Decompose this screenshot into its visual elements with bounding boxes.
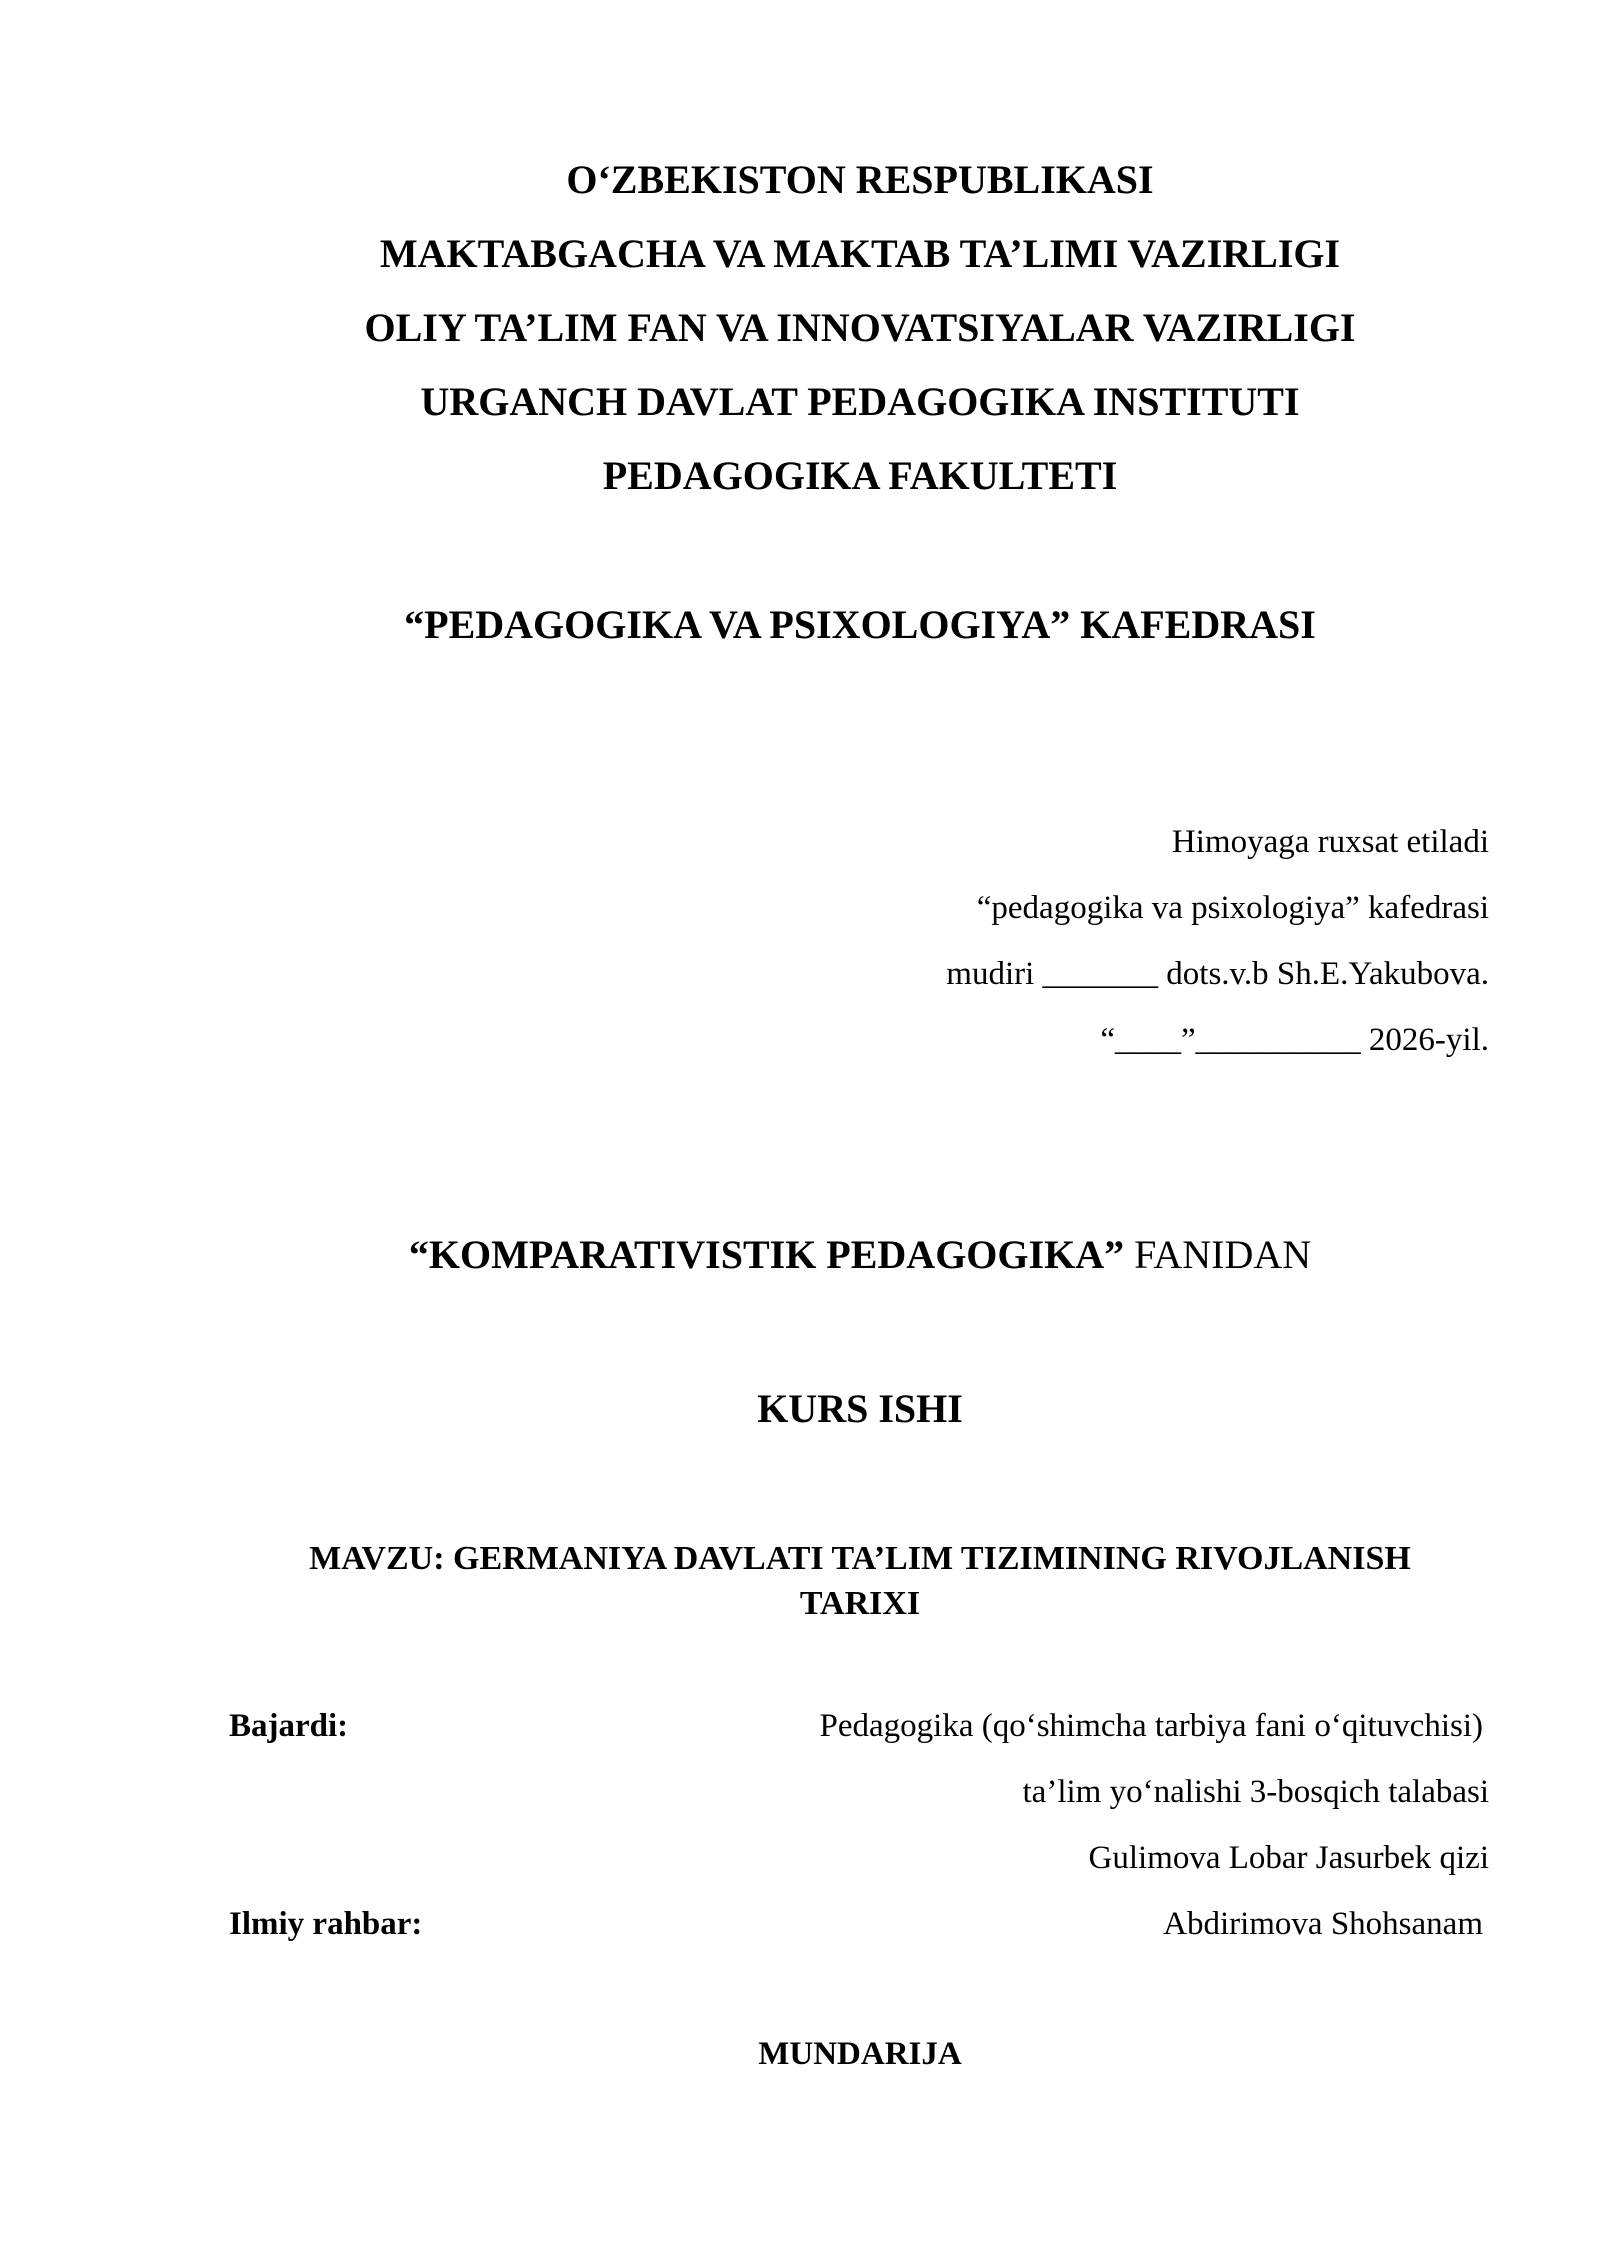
header-line-institute: URGANCH DAVLAT PEDAGOGIKA INSTITUTI <box>420 379 1300 424</box>
approval-line-department: “pedagogika va psixologiya” kafedrasi <box>976 890 1489 926</box>
work-type-title: KURS ISHI <box>757 1386 963 1431</box>
subject-line <box>0 1232 1600 1277</box>
header-line-ministry-higher: OLIY TA’LIM FAN VA INNOVATSIYALAR VAZIRLIGI <box>364 305 1356 350</box>
supervisor-label: Ilmiy rahbar: <box>229 1906 423 1942</box>
subject-name: “KOMPARATIVISTIK PEDAGOGIKA” <box>408 1232 1125 1277</box>
supervisor-name: Abdirimova Shohsanam <box>1163 1906 1483 1942</box>
approval-line-permission: Himoyaga ruxsat etiladi <box>1171 824 1489 860</box>
header-line-faculty: PEDAGOGIKA FAKULTETI <box>602 453 1118 498</box>
topic-line-1: MAVZU: GERMANIYA DAVLATI TA’LIM TIZIMINING RIVOJLANISH <box>309 1540 1411 1577</box>
approval-line-date: “____”__________ 2026-yil. <box>1100 1022 1489 1058</box>
topic-line-2: TARIXI <box>799 1585 921 1622</box>
performer-name: Gulimova Lobar Jasurbek qizi <box>1088 1840 1489 1876</box>
subject-suffix: FANIDAN <box>1124 1232 1312 1277</box>
department-title: “PEDAGOGIKA VA PSIXOLOGIYA” KAFEDRASI <box>404 602 1316 647</box>
approval-line-head: mudiri _______ dots.v.b Sh.E.Yakubova. <box>946 956 1489 992</box>
performer-program: Pedagogika (qo‘shimcha tarbiya fani o‘qituvchisi) <box>819 1708 1483 1744</box>
header-line-republic: O‘ZBEKISTON RESPUBLIKASI <box>566 157 1154 202</box>
performer-course: ta’lim yo‘nalishi 3-bosqich talabasi <box>1022 1774 1489 1810</box>
header-line-ministry-school: MAKTABGACHA VA MAKTAB TA’LIMI VAZIRLIGI <box>379 231 1341 276</box>
contents-heading: MUNDARIJA <box>758 2036 962 2072</box>
performer-label: Bajardi: <box>229 1708 349 1744</box>
